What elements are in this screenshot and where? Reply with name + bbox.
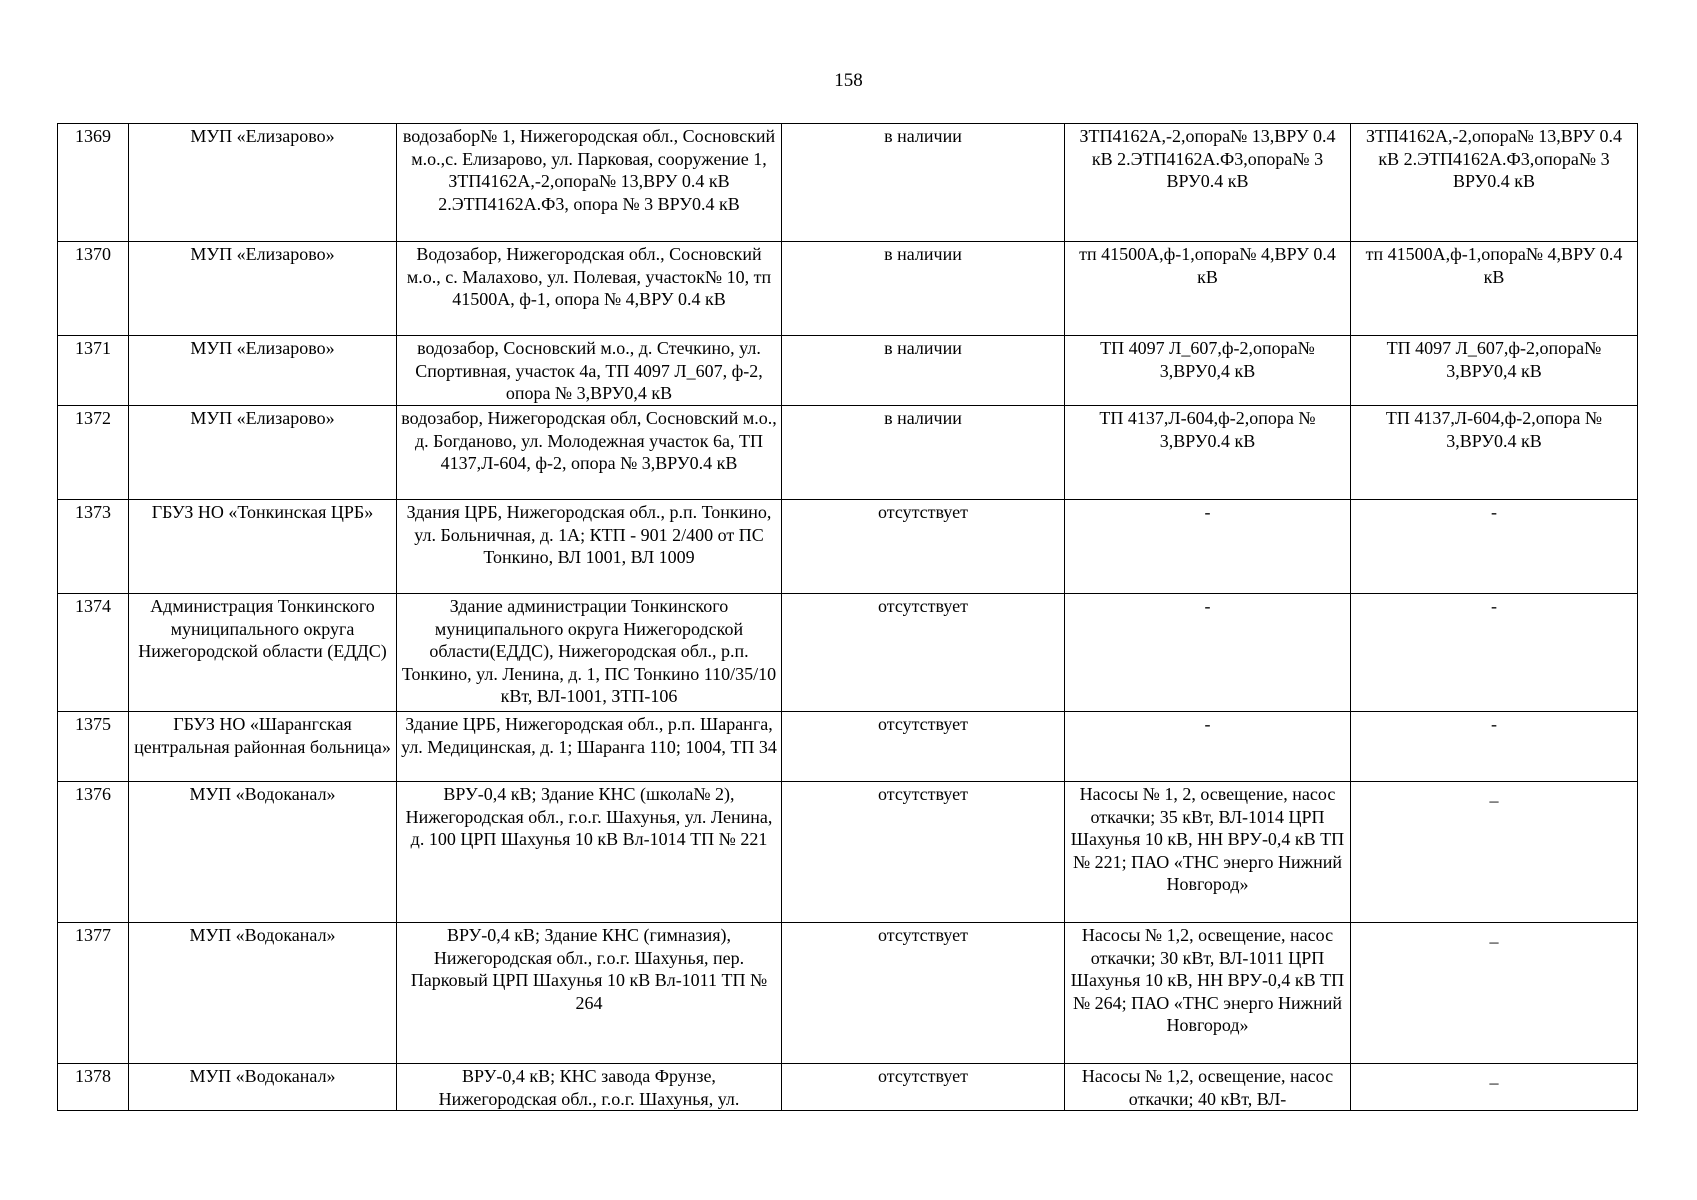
reserve-cell: ТП 4097 Л_607,ф-2,опора№ 3,ВРУ0,4 кВ — [1351, 336, 1638, 406]
connection-cell: - — [1065, 594, 1351, 712]
object-cell: ВРУ-0,4 кВ; КНС завода Фрунзе, Нижегородская обл., г.о.г. Шахунья, ул. — [397, 1064, 782, 1111]
reserve-cell: - — [1351, 594, 1638, 712]
connection-cell: ТП 4097 Л_607,ф-2,опора№ 3,ВРУ0,4 кВ — [1065, 336, 1351, 406]
object-cell: ВРУ-0,4 кВ; Здание КНС (школа№ 2), Нижегородская обл., г.о.г. Шахунья, ул. Ленина, д. 100 ЦРП Шахунья 10 кВ Вл-1014 ТП № 221 — [397, 782, 782, 923]
status-cell: в наличии — [782, 242, 1065, 336]
connection-cell: тп 41500А,ф-1,опора№ 4,ВРУ 0.4 кВ — [1065, 242, 1351, 336]
status-cell: в наличии — [782, 124, 1065, 242]
reserve-cell: _ — [1351, 782, 1638, 923]
connection-cell: - — [1065, 712, 1351, 782]
row-number: 1370 — [58, 242, 129, 336]
row-number: 1371 — [58, 336, 129, 406]
object-cell: водозабор, Нижегородская обл, Сосновский м.о., д. Богданово, ул. Молодежная участок 6а, ТП 4137,Л-604, ф-2, опора № 3,ВРУ0.4 кВ — [397, 406, 782, 500]
organization-cell: МУП «Водоканал» — [129, 923, 397, 1064]
row-number: 1373 — [58, 500, 129, 594]
row-number: 1375 — [58, 712, 129, 782]
object-cell: водозабор, Сосновский м.о., д. Стечкино, ул. Спортивная, участок 4а, ТП 4097 Л_607, ф-2, опора № 3,ВРУ0,4 кВ — [397, 336, 782, 406]
reserve-cell: ТП 4137,Л-604,ф-2,опора № 3,ВРУ0.4 кВ — [1351, 406, 1638, 500]
table-row — [58, 242, 1638, 336]
organization-cell: ГБУЗ НО «Тонкинская ЦРБ» — [129, 500, 397, 594]
object-cell: Здание администрации Тонкинского муниципального округа Нижегородской области(ЕДДС), Нижегородская обл., р.п. Тонкино, ул. Ленина, д. 1, ПС Тонкино 110/35/10 кВт, ВЛ-1001, ЗТП-106 — [397, 594, 782, 712]
organization-cell: МУП «Елизарово» — [129, 406, 397, 500]
row-number: 1374 — [58, 594, 129, 712]
reserve-cell: - — [1351, 712, 1638, 782]
reserve-cell: тп 41500А,ф-1,опора№ 4,ВРУ 0.4 кВ — [1351, 242, 1638, 336]
organization-cell: МУП «Водоканал» — [129, 1064, 397, 1111]
table-row — [58, 336, 1638, 406]
status-cell: отсутствует — [782, 500, 1065, 594]
status-cell: отсутствует — [782, 594, 1065, 712]
table-row — [58, 124, 1638, 242]
organization-cell: ГБУЗ НО «Шарангская центральная районная больница» — [129, 712, 397, 782]
status-cell: отсутствует — [782, 782, 1065, 923]
table-row — [58, 923, 1638, 1064]
object-cell: Водозабор, Нижегородская обл., Сосновский м.о., с. Малахово, ул. Полевая, участок№ 10, тп 41500А, ф-1, опора № 4,ВРУ 0.4 кВ — [397, 242, 782, 336]
status-cell: в наличии — [782, 336, 1065, 406]
row-number: 1378 — [58, 1064, 129, 1111]
reserve-cell: _ — [1351, 923, 1638, 1064]
status-cell: в наличии — [782, 406, 1065, 500]
connection-cell: Насосы № 1, 2, освещение, насос откачки; 35 кВт, ВЛ-1014 ЦРП Шахунья 10 кВ, НН ВРУ-0,4 кВ ТП № 221; ПАО «ТНС энерго Нижний Новгород» — [1065, 782, 1351, 923]
table-row — [58, 1064, 1638, 1111]
connection-cell: ЗТП4162А,-2,опора№ 13,ВРУ 0.4 кВ 2.ЭТП4162А.Ф3,опора№ 3 ВРУ0.4 кВ — [1065, 124, 1351, 242]
object-cell: ВРУ-0,4 кВ; Здание КНС (гимназия), Нижегородская обл., г.о.г. Шахунья, пер. Парковый ЦРП Шахунья 10 кВ Вл-1011 ТП № 264 — [397, 923, 782, 1064]
table-row — [58, 782, 1638, 923]
data-table — [57, 123, 1638, 1111]
row-number: 1377 — [58, 923, 129, 1064]
row-number: 1369 — [58, 124, 129, 242]
table-row — [58, 712, 1638, 782]
status-cell: отсутствует — [782, 923, 1065, 1064]
object-cell: Здания ЦРБ, Нижегородская обл., р.п. Тонкино, ул. Больничная, д. 1А; КТП - 901 2/400 от ПС Тонкино, ВЛ 1001, ВЛ 1009 — [397, 500, 782, 594]
organization-cell: МУП «Елизарово» — [129, 336, 397, 406]
organization-cell: МУП «Елизарово» — [129, 242, 397, 336]
organization-cell: МУП «Елизарово» — [129, 124, 397, 242]
reserve-cell: ЗТП4162А,-2,опора№ 13,ВРУ 0.4 кВ 2.ЭТП4162А.Ф3,опора№ 3 ВРУ0.4 кВ — [1351, 124, 1638, 242]
object-cell: Здание ЦРБ, Нижегородская обл., р.п. Шаранга, ул. Медицинская, д. 1; Шаранга 110; 1004, ТП 34 — [397, 712, 782, 782]
table-row — [58, 594, 1638, 712]
reserve-cell: - — [1351, 500, 1638, 594]
connection-cell: Насосы № 1,2, освещение, насос откачки; 40 кВт, ВЛ- — [1065, 1064, 1351, 1111]
connection-cell: - — [1065, 500, 1351, 594]
status-cell: отсутствует — [782, 712, 1065, 782]
page-number: 158 — [834, 70, 863, 91]
table-row — [58, 406, 1638, 500]
connection-cell: Насосы № 1,2, освещение, насос откачки; 30 кВт, ВЛ-1011 ЦРП Шахунья 10 кВ, НН ВРУ-0,4 кВ ТП № 264; ПАО «ТНС энерго Нижний Новгород» — [1065, 923, 1351, 1064]
status-cell: отсутствует — [782, 1064, 1065, 1111]
connection-cell: ТП 4137,Л-604,ф-2,опора № 3,ВРУ0.4 кВ — [1065, 406, 1351, 500]
row-number: 1372 — [58, 406, 129, 500]
table-row — [58, 500, 1638, 594]
organization-cell: МУП «Водоканал» — [129, 782, 397, 923]
organization-cell: Администрация Тонкинского муниципального округа Нижегородской области (ЕДДС) — [129, 594, 397, 712]
row-number: 1376 — [58, 782, 129, 923]
object-cell: водозабор№ 1, Нижегородская обл., Сосновский м.о.,с. Елизарово, ул. Парковая, сооружение 1, ЗТП4162А,-2,опора№ 13,ВРУ 0.4 кВ 2.ЭТП4162А.Ф3, опора № 3 ВРУ0.4 кВ — [397, 124, 782, 242]
reserve-cell: _ — [1351, 1064, 1638, 1111]
